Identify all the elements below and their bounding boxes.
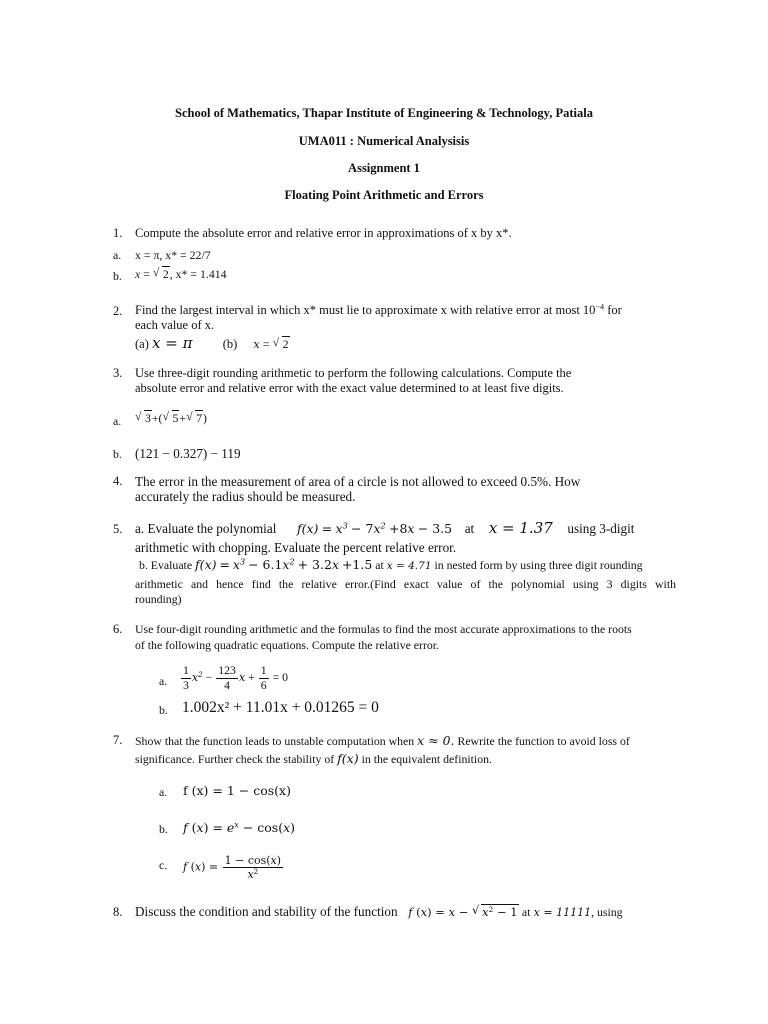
q2-line1 [135, 303, 677, 318]
q2-options: (a) x = π (b) x = √ 2 [135, 334, 290, 352]
q7-line1 [135, 733, 630, 749]
q2-text: Find the largest interval in which x* must lie to approximate x with relative error at most 10 [135, 303, 596, 317]
q8-number: 8. [113, 905, 123, 919]
q1b-label: b. [113, 269, 122, 283]
q5b-tail: in nested form by using three digit rounding [434, 558, 643, 572]
q8-tail: , using [591, 905, 623, 919]
q3b-label: b. [113, 447, 122, 461]
q7-line1-tail: Rewrite the function to avoid loss of [457, 734, 630, 748]
q7c-label: c. [159, 858, 168, 872]
q1-number: 1. [113, 226, 123, 240]
course-title: UMA011 : Numerical Analysisis [298, 134, 470, 148]
q2-line2: each value of x. [135, 318, 215, 332]
assignment-title: Assignment 1 [348, 161, 420, 175]
q6-line2: of the following quadratic equations. Compute the relative error. [135, 638, 440, 652]
q6b-equation: 1.002x² + 11.01x + 0.01265 = 0 [182, 699, 379, 716]
q3b-expression: (121 − 0.327) − 119 [135, 446, 241, 461]
q2b-label: (b) [222, 337, 238, 351]
q6a-label: a. [159, 674, 168, 688]
q5b-x-value: x = 4.71 [386, 560, 432, 572]
q3-number: 3. [113, 366, 123, 380]
q1b-text: , x* = 1.414 [169, 267, 227, 281]
q5b-line3: rounding) [135, 592, 182, 606]
q4-line1: The error in the measurement of area of a circle is not allowed to exceed 0.5%. How [135, 474, 581, 489]
q1a-text: x = π, x* = 22/7 [135, 248, 211, 262]
q5b-line1: b. Evaluate $f(x) = x^3 - 6.1x^2 + 3.2x +1.5$ at x = 4.71 in nested form by using three digit rounding [139, 556, 643, 572]
q7-number: 7. [113, 733, 123, 747]
q7c-equation: f (x) = $\frac{1 - \cos(x)}{x^2}$ [183, 854, 282, 881]
q5a-intro: a. Evaluate the polynomial [135, 521, 277, 536]
q2a-label: (a) [135, 337, 149, 351]
q6a-equation: $\frac{1}{3}$ $x^2$ − $\frac{123}{4}$ x + $\frac{1}{6}$ = 0 [183, 663, 289, 692]
q8-text: Discuss the condition and stability of the function [135, 904, 398, 919]
q1a-label: a. [113, 248, 122, 262]
q8-x-value: x = 11111 [533, 906, 592, 919]
q5a-tail: using 3-digit [567, 521, 635, 536]
q5a-x-value: x = 1.37 [488, 519, 553, 537]
q8-at: at [521, 905, 531, 919]
q5-number: 5. [113, 522, 123, 536]
q4-number: 4. [113, 474, 123, 488]
q3-line2: absolute error and relative error with the exact value determined to at least five digits. [135, 381, 564, 395]
q7-line2-tail: in the equivalent definition. [361, 752, 492, 766]
q7-line1-text: Show that the function leads to unstable computation when [135, 734, 415, 748]
q4-line2: accurately the radius should be measured. [135, 489, 356, 504]
q8-line: Discuss the condition and stability of the function f (x) = x − √ $x^2 - 1$ at x = 11111, using [135, 904, 623, 920]
q7-line2-text: significance. Further check the stability of [135, 752, 335, 766]
q7-line2: significance. Further check the stability of f(x) in the equivalent definition. [135, 751, 492, 766]
q3a-label: a. [113, 414, 122, 428]
q2-exponent: −4 [595, 302, 605, 312]
q5a-at: at [464, 521, 475, 536]
q6-line1: Use four-digit rounding arithmetic and the formulas to find the most accurate approximations to the roots [135, 622, 632, 636]
q7-condition: x ≈ 0. [417, 733, 455, 748]
q3a-expression: √ 3+(√ 5+√ 7) [135, 411, 207, 426]
q5a-line1: a. Evaluate the polynomial $f(x) = x^3 - 7x^2 +8x - 3.5$ at x = 1.37 using 3-digit [135, 519, 635, 537]
q6b-label: b. [159, 703, 168, 717]
q5b-at: at [375, 558, 384, 572]
q5a-line2: arithmetic with chopping. Evaluate the percent relative error. [135, 540, 457, 555]
institute-heading: School of Mathematics, Thapar Institute of Engineering & Technology, Patiala [175, 106, 593, 120]
q6-number: 6. [113, 622, 123, 636]
q7b-equation: f $(x) = e^x - \cos(x)$ [183, 819, 296, 835]
q7a-equation: f (x) = 1 − cos(x) [183, 783, 291, 798]
q2-number: 2. [113, 304, 123, 318]
q1-text: Compute the absolute error and relative error in approximations of x by x*. [135, 226, 512, 240]
q5b-intro: b. Evaluate [139, 558, 193, 572]
q5b-line2: arithmetic and hence find the relative error.(Find exact value of the polynomial using 3 digits with [135, 577, 676, 591]
q7b-label: b. [159, 822, 168, 836]
topic-title: Floating Point Arithmetic and Errors [284, 188, 484, 202]
q2-line1-end: for [604, 303, 622, 317]
q7a-label: a. [159, 785, 168, 799]
q3-line1: Use three-digit rounding arithmetic to perform the following calculations. Compute the [135, 366, 572, 380]
q1b-expression: x = √ 2, x* = 1.414 [135, 267, 227, 282]
